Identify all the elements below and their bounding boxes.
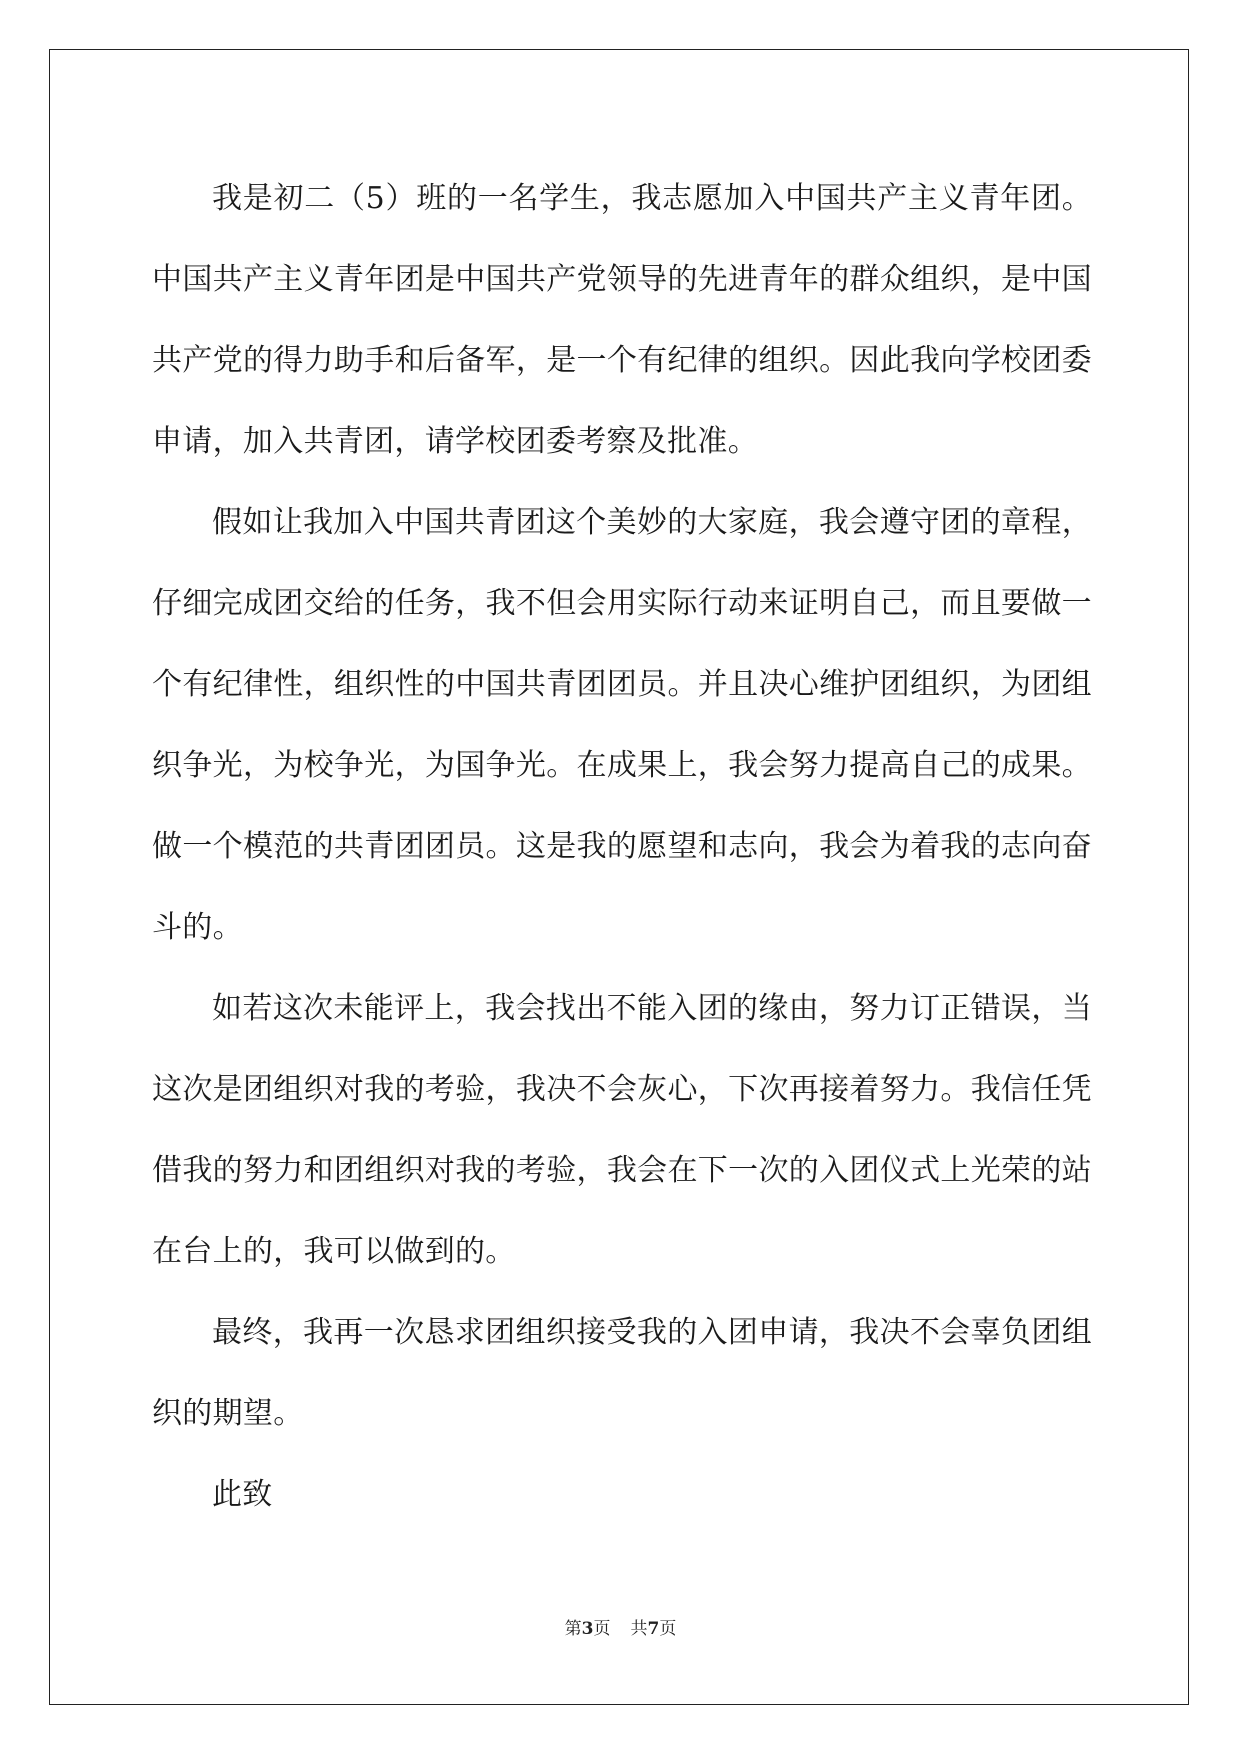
paragraph-intro: 我是初二（5）班的一名学生，我志愿加入中国共产主义青年团。中国共产主义青年团是中国共产党领导的先进青年的群众组织，是中国共产党的得力助手和后备军，是一个有纪律的组织。因此我向学校团委申请，加入共青团，请学校团委考察及批准。	[152, 181, 1092, 459]
footer-total-prefix: 共	[630, 1619, 648, 1639]
total-pages-number: 7	[647, 1619, 660, 1639]
letter-body	[152, 158, 1092, 1535]
paragraph-commitment: 假如让我加入中国共青团这个美妙的大家庭，我会遵守团的章程，仔细完成团交给的任务，我不但会用实际行动来证明自己，而且要做一个有纪律性，组织性的中国共青团团员。并且决心维护团组织，为团组织争光，为校争光，为国争光。在成果上，我会努力提高自己的成果。做一个模范的共青团团员。这是我的愿望和志向，我会为着我的志向奋斗的。	[152, 505, 1092, 945]
footer-page-prefix: 第	[564, 1619, 582, 1639]
footer-total-suffix: 页	[659, 1619, 677, 1639]
page-footer	[0, 1614, 1241, 1639]
paragraph-if-rejected: 如若这次未能评上，我会找出不能入团的缘由，努力订正错误，当这次是团组织对我的考验，我决不会灰心，下次再接着努力。我信任凭借我的努力和团组织对我的考验，我会在下一次的入团仪式上光荣的站在台上的，我可以做到的。	[152, 991, 1092, 1269]
footer-page-suffix: 页	[593, 1619, 611, 1639]
paragraph-final-request: 最终，我再一次恳求团组织接受我的入团申请，我决不会辜负团组织的期望。	[152, 1315, 1092, 1431]
current-page-number: 3	[581, 1619, 594, 1639]
closing-salutation: 此致	[212, 1477, 273, 1512]
